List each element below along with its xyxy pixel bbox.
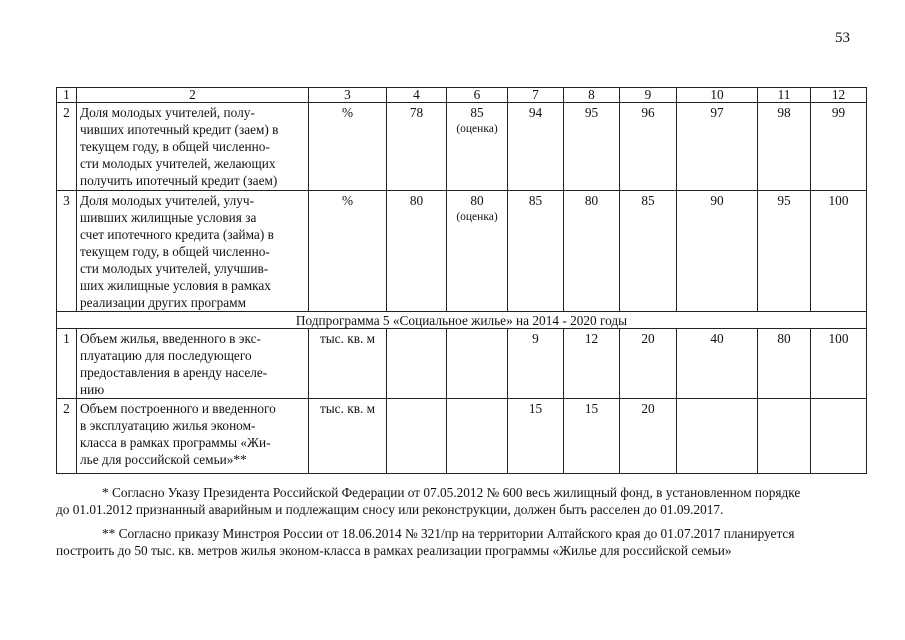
value-cell: 80 — [758, 329, 811, 399]
value-cell: 90 — [677, 191, 758, 312]
col-header: 4 — [387, 88, 447, 103]
value-cell: 12 — [564, 329, 620, 399]
section-title: Подпрограмма 5 «Социальное жилье» на 2014 - 2020 годы — [57, 312, 867, 329]
col-header: 6 — [447, 88, 508, 103]
value-cell — [387, 329, 447, 399]
value-cell: 20 — [620, 329, 677, 399]
value-cell: 96 — [620, 103, 677, 191]
value-cell: 94 — [508, 103, 564, 191]
unit-cell: % — [309, 191, 387, 312]
col-header: 12 — [811, 88, 867, 103]
indicator-name: Объем жилья, введенного в экс- плуатацию для последующего предоставления в аренду населе- нию — [77, 329, 309, 399]
row-number: 3 — [57, 191, 77, 312]
section-header-row — [57, 312, 867, 329]
value-cell-estimate: 80 (оценка) — [447, 191, 508, 312]
value-cell: 85 — [508, 191, 564, 312]
col-header: 8 — [564, 88, 620, 103]
col-header: 2 — [77, 88, 309, 103]
row-number: 2 — [57, 399, 77, 474]
value-cell: 85 — [620, 191, 677, 312]
indicator-name: Доля молодых учителей, улуч- шивших жилищные условия за счет ипотечного кредита (займа) в текущем году, в общей численно- сти молодых учителей, улучшив- ших жилищные условия в рамках реализации других программ — [77, 191, 309, 312]
value-cell: 15 — [564, 399, 620, 474]
indicators-table — [56, 87, 867, 474]
table-row — [57, 103, 867, 191]
unit-cell: тыс. кв. м — [309, 329, 387, 399]
col-header: 9 — [620, 88, 677, 103]
value-cell-estimate: 85 (оценка) — [447, 103, 508, 191]
col-header: 7 — [508, 88, 564, 103]
value-cell — [811, 399, 867, 474]
table-row — [57, 329, 867, 399]
page-number: 53 — [835, 30, 850, 46]
value-cell: 100 — [811, 329, 867, 399]
col-header: 3 — [309, 88, 387, 103]
value-cell — [677, 399, 758, 474]
value-cell: 20 — [620, 399, 677, 474]
value-cell: 40 — [677, 329, 758, 399]
indicator-name: Объем построенного и введенного в эксплуатацию жилья эконом- класса в рамках программы «Жи- лье для российской семьи»** — [77, 399, 309, 474]
value-cell — [447, 329, 508, 399]
table-row — [57, 399, 867, 474]
value-cell: 99 — [811, 103, 867, 191]
row-number: 2 — [57, 103, 77, 191]
value-cell — [387, 399, 447, 474]
value-cell — [758, 399, 811, 474]
value-cell: 100 — [811, 191, 867, 312]
value-cell: 80 — [564, 191, 620, 312]
table-row — [57, 191, 867, 312]
col-header: 10 — [677, 88, 758, 103]
col-header: 1 — [57, 88, 77, 103]
col-header: 11 — [758, 88, 811, 103]
footnote-2: ** Согласно приказу Минстроя России от 18.06.2014 № 321/пр на территории Алтайского края до 01.07.2017 планируется построить до 50 тыс. кв. метров жилья эконом-класса в рамках реализации программы «Жилье для российской семьи» — [56, 526, 795, 558]
value-cell: 15 — [508, 399, 564, 474]
value-cell: 97 — [677, 103, 758, 191]
unit-cell: % — [309, 103, 387, 191]
footnote-1: * Согласно Указу Президента Российской Федерации от 07.05.2012 № 600 весь жилищный фонд, в установленном порядке до 01.01.2012 признанный аварийным и подлежащим сносу или реконструкции, должен быть расселен до 01.09.2017. — [56, 485, 801, 517]
value-cell: 78 — [387, 103, 447, 191]
value-cell: 95 — [758, 191, 811, 312]
column-number-row — [57, 88, 867, 103]
value-cell: 80 — [387, 191, 447, 312]
value-cell: 98 — [758, 103, 811, 191]
value-cell: 95 — [564, 103, 620, 191]
row-number: 1 — [57, 329, 77, 399]
unit-cell: тыс. кв. м — [309, 399, 387, 474]
value-cell: 9 — [508, 329, 564, 399]
indicator-name: Доля молодых учителей, полу- чивших ипотечный кредит (заем) в текущем году, в общей численно- сти молодых учителей, желающих получить ипотечный кредит (заем) — [77, 103, 309, 191]
value-cell — [447, 399, 508, 474]
